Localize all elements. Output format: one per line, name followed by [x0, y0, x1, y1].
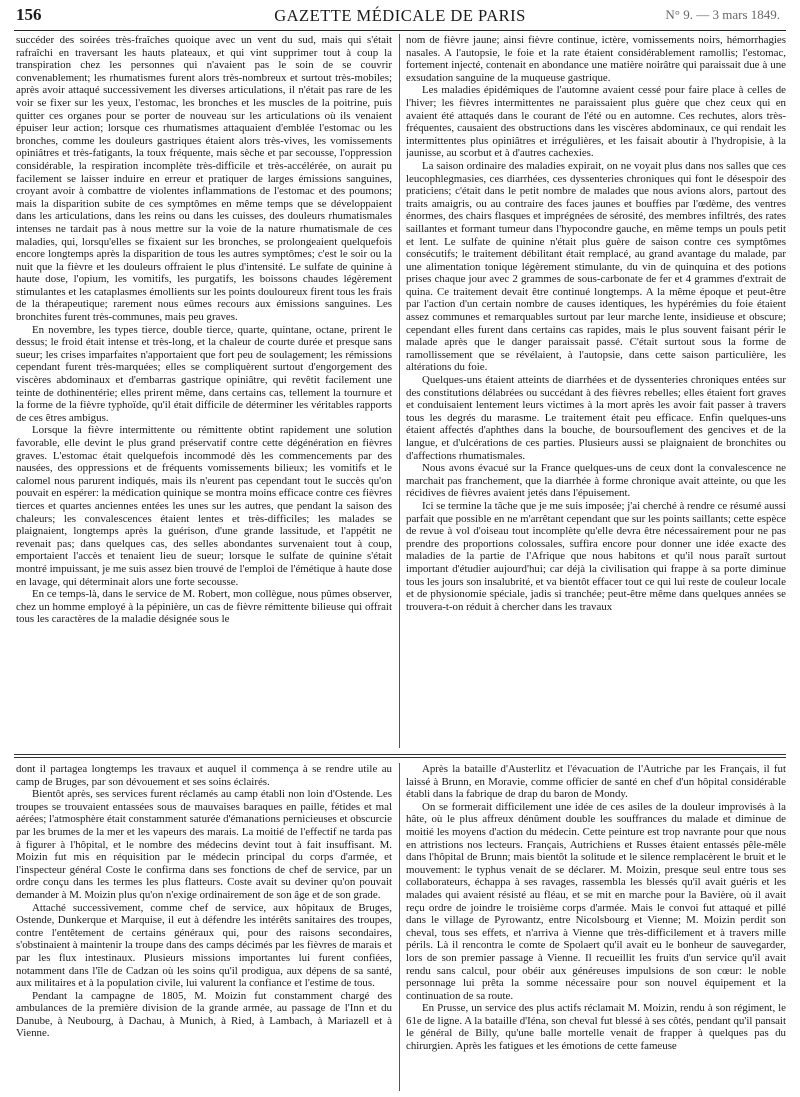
column-divider-top — [399, 34, 400, 748]
article-column-top-left — [16, 34, 392, 748]
paragraph: Lorsque la fièvre intermittente ou rémittente obtint rapidement une solution favorable, elle devint le plus grand préservatif contre cette dégénération en fièvres graves. L'estomac était quelquefois incommodé dès les commencements par des nausées, des oppressions et de fréquents vomissements bilieux; les vomitifs et le calomel nous parurent indiqués, mais ils n'eurent pas cependant tout le succès qu'on pouvait en espérer: la médication quinique se montra moins efficace contre ces fièvres tierces et quartes anciennes entées les unes sur les autres, que pendant la saison des chaleurs; les convalescences étaient lentes et très-difficiles; les malades se plaignaient, longtemps après la guérison, d'une grande lassitude, et l'appétit ne revenait pas; dans quelques cas, des selles abondantes survenaient tout à coup, emportaient l'accès et tenaient lieu de sueur; lorsque le sulfate de quinine s'était montré impuissant, je me suis assez bien trouvé de l'emploi de l'émétique à haute dose en lavage, qui déterminait alors une forte secousse. — [16, 424, 392, 588]
feuilleton-column-left — [16, 763, 392, 1091]
paragraph: En ce temps-là, dans le service de M. Robert, mon collègue, nous pûmes observer, chez un homme employé à la pépinière, un cas de fièvre rémittente bilieuse qui offrait tous les caractères de la maladie désignée sous le — [16, 588, 392, 626]
paragraph: Attaché successivement, comme chef de service, aux hôpitaux de Bruges, Ostende, Dunkerque et Marquise, il eut à défendre les intérêts sanitaires des troupes, contre l'entêtement de certains généraux qui, pour des raisons secondaires, s'obstinaient à maintenir la troupe dans des camps décimés par les fièvres de marais et par les flux intestinaux. Plusieurs missions importantes lui furent confiées, notamment dans l'île de Cadzan où les soins qu'il prodigua, aux dépens de sa santé, aux militaires et à la population civile, lui valurent la confiance et l'estime de tous. — [16, 901, 392, 990]
issue-info: N° 9. — 3 mars 1849. — [665, 7, 780, 22]
column-divider-bottom — [399, 763, 400, 1091]
paragraph: Les maladies épidémiques de l'automne avaient cessé pour faire place à celles de l'hiver; les fièvres intermittentes ne paraissaient plus guère que chez ceux qui en avaient été attaqués dans le courant de l'été ou en automne. Ces rechutes, alors très-fréquentes, causaient des obstructions dans les viscères abdominaux, ce qui rendait les intermittentes plus opiniâtres et irrégulières, et les faisait aboutir à l'hydropisie, à la jaunisse, au scorbut et à d'autres cachexies. — [406, 84, 786, 160]
paragraph: La saison ordinaire des maladies expirait, on ne voyait plus dans nos salles que ces leucophlegmasies, ces diarrhées, ces dyssenteries chroniques qui font le désespoir des praticiens; c'était dans le petit nombre de malades que nous avions alors, partout des traits amaigris, ou au contraire des faces jaunes et bouffies par l'œdème, des ventres énormes, des chairs flasques et imprégnées de sérosité, des membres infiltrés, des rates saillantes et formant tumeur dans l'hypocondre gauche, en même temps un pouls petit et lent. Le sulfate de quinine n'était plus guère de saison contre ces symptômes consécutifs; le traitement débilitant était remplacé, au grand avantage du malade, par une alimentation tonique légèrement stimulante, du vin de quinquina et des potions prises chaque jour avec 2 grammes de sous-carbonate de fer et 4 grammes d'extrait de quina. Ce traitement devait être continué longtemps. A la même époque et peut-être par l'action d'un certain nombre de causes identiques, les hypérémies du foie étaient assez communes et remarquables surtout par leur marche lente, insidieuse et obscure; cependant elles furent dans certains cas rapides, mais le plus souvent faisant périr le malade après que le danger paraissait passé. C'était surtout sous la forme de ramollissement que se révélaient, à l'autopsie, dans cette saison particulière, les altérations du foie. — [406, 159, 786, 374]
paragraph: En novembre, les types tierce, double tierce, quarte, quintane, octane, prirent le dessus; le froid était intense et très-long, et la chaleur de courte durée et presque sans sueur; les crises imparfaites n'apportaient que fort peu de soulagement; les rémissions cependant furent très-marquées; elles se compliquèrent surtout d'engorgement des viscères abdominaux et d'embarras gastrique opiniâtre, qui revêtit facilement une teinte de dothinentérie; elles prirent même, dans certains cas, tellement la tournure et la forme de la fièvre typhoïde, qu'il était difficile de déterminer les véritables rapports de ces êtres ambigus. — [16, 323, 392, 424]
section-divider — [14, 754, 786, 755]
paragraph: Ici se termine la tâche que je me suis imposée; j'ai cherché à rendre ce résumé aussi parfait que possible en ne m'arrêtant cependant que sur les points saillants; cette espèce de revue à vol d'oiseau tout incomplète qu'elle devra être nécessairement pour ne pas prendre des proportions colossales, suffira encore pour donner une idée exacte des maladies de la partie de l'Afrique que nous habitons et qu'il nous paraît surtout important d'étudier aujourd'hui; car déjà la civilisation qui frappe à sa porte diminue tous les jours son insalubrité, et va bientôt effacer tout ce qui lui reste de couleur locale et de physionomie spéciale, jadis si tranchée; peut-être même dans quelques années se trouvera-t-on réduit à chercher dans les travaux — [406, 499, 786, 613]
paragraph: dont il partagea longtemps les travaux et auquel il commença à se rendre utile au camp de Bruges, par son dévouement et ses soins éclairés. — [16, 763, 392, 788]
paragraph: Après la bataille d'Austerlitz et l'évacuation de l'Autriche par les Français, il fut laissé à Brunn, en Moravie, comme officier de santé en chef d'un hôpital considérable établi dans la fabrique de drap du baron de Mondy. — [406, 763, 786, 801]
paragraph: En Prusse, un service des plus actifs réclamait M. Moizin, rendu à son régiment, le 61e de ligne. A la bataille d'Iéna, son cheval fut blessé à ses côtés, pendant qu'il pansait le général de Billy, qu'une balle mortelle venait de frapper à quelques pas du chirurgien. Après les fatigues et les émotions de cette fameuse — [406, 1002, 786, 1053]
paragraph: Nous avons évacué sur la France quelques-uns de ceux dont la convalescence ne marchait pas franchement, que la diarrhée à forme chronique avait atteinte, ou que les récidives de fièvres avaient jetés dans l'épuisement. — [406, 462, 786, 500]
paragraph: Quelques-uns étaient atteints de diarrhées et de dyssenteries chroniques entées sur des constitutions délabrées ou succédant à des fièvres rebelles; elles étaient fort graves et conduisaient lentement leurs victimes à la mort après les avoir fait passer à travers tous les degrés du marasme. Le traitement était peu efficace. Enfin quelques-uns étaient affectés d'aphthes dans la bouche, de boursouflement des gencives et de la langue, et d'ulcérations de ces parties. Plusieurs aussi se plaignaient de bronchites ou d'affections rhumatismales. — [406, 374, 786, 462]
paragraph: On se formerait difficilement une idée de ces asiles de la douleur improvisés à la hâte, où le plus affreux dénûment double les souffrances du malade et diminue de moitié les moyens d'action du médecin. Cette peinture est trop navrante pour que nous en attristions nos lecteurs. Français, Autrichiens et Russes étaient entassés pêle-mêle dans l'hôpital de Brunn; mais bientôt la solitude et le silence remplacèrent le bruit et le mouvement: le typhus venait de se déclarer. M. Moizin, presque seul entre tous ses collaborateurs, échappa à ses ravages, rassembla les blessés qu'il avait guéris et les malades qui avaient résisté au fléau, et se mit en marche pour la Bavière, où il avait reçu ordre de joindre le troisième corps d'armée. Mais le convoi fut attaqué et pillé dans le village de Pyrowantz, entre Nicolsbourg et Vienne; M. Moizin perdit son cheval, tous ses effets, et n'arriva à Vienne que très-difficilement et à travers mille périls. Là il rencontra le comte de Spolaert qu'il avait eu le bonheur de sauvegarder, lors de son premier passage à Vienne. Il recueillit les fruits d'un service qu'il avait rendu sans calcul, pour obéir aux généreuses impulsions de son cœur: le noble personnage lui prêta la somme nécessaire pour son nouvel équipement et la continuation de sa route. — [406, 800, 786, 1002]
paragraph: nom de fièvre jaune; ainsi fièvre continue, ictère, vomissements noirs, hémorrhagies nasales. A l'autopsie, le foie et la rate étaient considérablement ramollis; l'estomac, fortement injecté, contenait en abondance une matière noirâtre qui paraissait due à une exsudation sanguine de la muqueuse gastrique. — [406, 34, 786, 84]
journal-title: GAZETTE MÉDICALE DE PARIS — [274, 6, 526, 25]
section-divider — [14, 757, 786, 758]
paragraph: Bientôt après, ses services furent réclamés au camp établi non loin d'Ostende. Les troupes se trouvaient entassées sous de mauvaises baraques en paille, fétides et mal aérées; l'atmosphère était constamment saturée d'émanations pernicieuses et obscurcie par les brumes de la mer et les vapeurs des marais. La moitié de l'effectif ne tarda pas à figurer à l'hôpital, et le nombre des médecins devint tout à fait insuffisant. M. Moizin fut mis en réquisition par le médecin principal du corps d'armée, et l'inspecteur général Coste le confirma dans ses fonctions de chef de service, par un ordre conçu dans les termes les plus flatteurs. Coste avait su deviner qu'on pouvait demander à M. Moizin plus qu'on n'exige ordinairement de son âge et de son grade. — [16, 788, 392, 901]
page-number: 156 — [16, 5, 42, 24]
article-column-top-right — [406, 34, 786, 748]
page-header — [14, 4, 786, 31]
paragraph: succéder des soirées très-fraîches quoique avec un vent du sud, mais qui s'était rafraîchi en traversant les hauts plateaux, et qui vint supprimer tout à coup la transpiration chez les personnes qui n'avaient pas le soin de se couvrir convenablement; les rhumatismes furent alors très-nombreux et surtout très-mobiles; après avoir attaqué successivement les diverses articulations, il n'était pas rare de les voir se fixer sur les yeux, l'estomac, les bronches et les muscles de la poitrine, puis quitter ces organes pour se porter de nouveau sur les articulations où ils venaient épuiser leur action; lorsque ces rhumatismes attaquaient d'emblée l'estomac ou les bronches, comme les douleurs gastriques étaient alors très-vives, les vomissements opiniâtres et très-fatigants, la toux fréquente, mais sèche et par secousse, l'oppression considérable, la respiration incomplète très-difficile et très-accélérée, on aurait pu facilement se laisser induire en erreur et pratiquer de larges émissions sanguines, croyant avoir à combattre de violentes inflammations de l'estomac et des poumons; mais la disparition subite de ces symptômes en même temps que se développaient dans les articulations, dans les reins ou dans les cuisses, des douleurs rhumatismales intenses ne tardait pas à nous mettre sur la voie de la nature rhumatismale de ces maladies, qui, lorsqu'elles se fixaient sur les bronches, se prolongeaient quelquefois encore longtemps après la disparition de tous les autres symptômes; c'est le soir ou la nuit que la fièvre et les douleurs offraient le plus d'intensité. Le sulfate de quinine à haute dose, l'opium, les vomitifs, les purgatifs, les boissons chaudes légèrement stimulantes et les cataplasmes émollients sur les points douloureux firent tous les frais de la thérapeutique; rarement nous eûmes recours aux émissions sanguines. Les bronchites furent très-communes, mais peu graves. — [16, 34, 392, 324]
feuilleton-column-right — [406, 763, 786, 1091]
paragraph: Pendant la campagne de 1805, M. Moizin fut constamment chargé des ambulances de la première division de la grande armée, au passage de l'Inn et du Danube, à Neubourg, à Dachau, à Munich, à Ried, à Lambach, à Mariazell et à Vienne. — [16, 989, 392, 1040]
